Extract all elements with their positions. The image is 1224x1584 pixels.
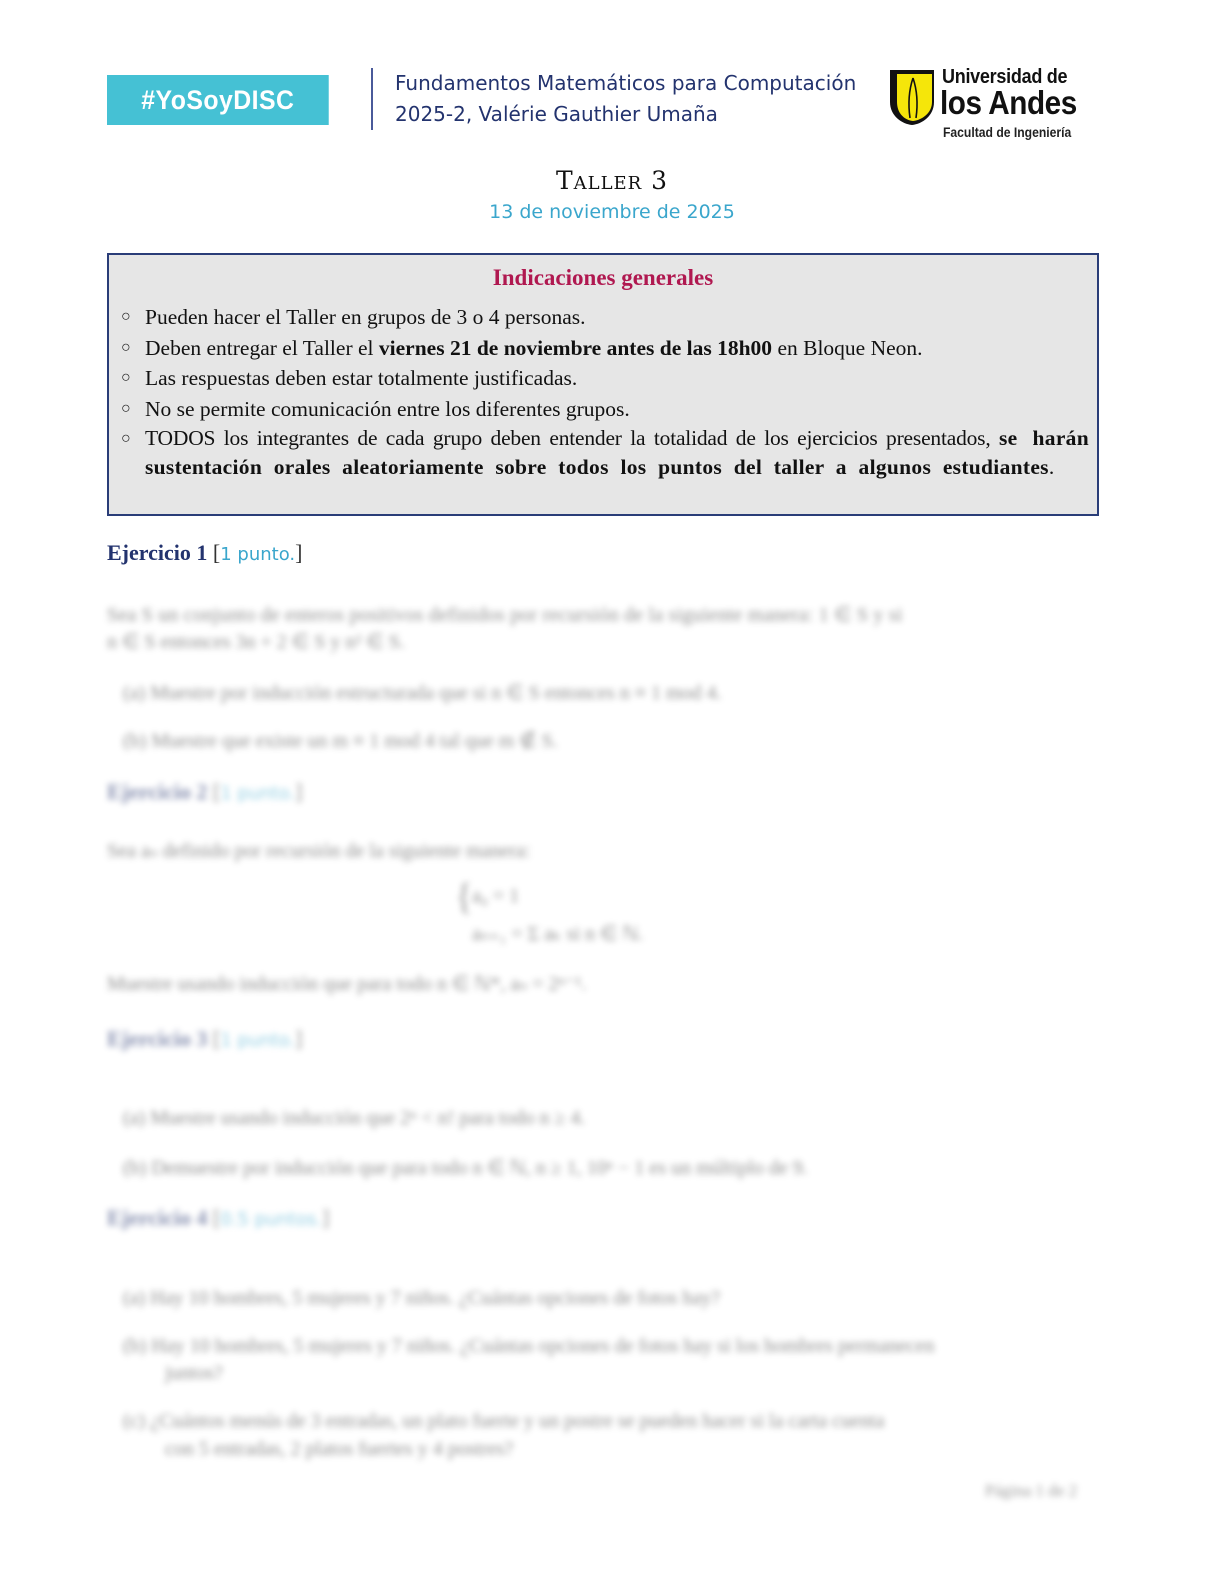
bullet-icon: ○ xyxy=(121,369,131,386)
course-info xyxy=(395,68,856,130)
indication-item: ○ Pueden hacer el Taller en grupos de 3 o 4 personas. xyxy=(121,302,1089,333)
document-title: Taller 3 xyxy=(555,166,669,195)
exercise-text-line: a₀ = 1 xyxy=(472,885,520,907)
exercise-text-line: (a) Hay 10 hombres, 5 mujeres y 7 niños. ¿Cuántas opciones de fotos hay? xyxy=(123,1287,721,1309)
exercise-2-heading: Ejercicio 2 [1 punto.] xyxy=(107,779,303,804)
exercise-points: 1 punto. xyxy=(220,783,296,804)
header-divider xyxy=(371,68,373,130)
document-date: 13 de noviembre de 2025 xyxy=(489,201,735,223)
exercise-text-line: (b) Demuestre por inducción que para todo n ∈ ℕ, n ≥ 1, 10ⁿ − 1 es un múltiplo de 9. xyxy=(123,1157,808,1179)
exercise-text-line: (b) Muestre que existe un m ≡ 1 mod 4 tal que m ∉ S. xyxy=(123,730,558,752)
bullet-icon: ○ xyxy=(121,308,131,325)
shield-icon xyxy=(888,68,936,126)
exercise-text-line: Sea S un conjunto de enteros positivos definidos por recursión de la siguiente manera: 1 ∈ S y si xyxy=(107,604,903,626)
bracket-close: ] xyxy=(295,540,303,565)
exercise-text-line: (b) Hay 10 hombres, 5 mujeres y 7 niños. ¿Cuántas opciones de fotos hay si los hombres permanecen xyxy=(123,1335,935,1357)
indication-item: ○ Deben entregar el Taller el viernes 21 de noviembre antes de las 18h00 en Bloque Neon. xyxy=(121,333,1089,364)
exercise-text-line: (a) Muestre usando inducción que 2ⁿ < n! para todo n ≥ 4. xyxy=(123,1107,586,1129)
university-name-line2: los Andes xyxy=(940,84,1077,121)
hashtag-text: #YoSoyDISC xyxy=(141,84,295,115)
exercise-text-line: Sea aₙ definido por recursión de la siguiente manera: xyxy=(107,840,531,862)
course-term-instructor: 2025-2, Valérie Gauthier Umaña xyxy=(395,102,718,126)
bullet-icon: ○ xyxy=(121,338,131,356)
page-header xyxy=(0,0,1224,150)
indications-list xyxy=(121,302,1089,482)
exercise-4-heading: Ejercicio 4 [0.5 puntos.] xyxy=(107,1205,330,1230)
exercise-text-line: n ∈ S entonces 3n + 2 ∈ S y n² ∈ S. xyxy=(107,631,405,653)
exercise-text-line: juntos? xyxy=(165,1362,223,1384)
exercise-text-line: con 5 entradas, 2 platos fuertes y 4 postres? xyxy=(165,1438,514,1460)
indication-item: ○ TODOS los integrantes de cada grupo deben entender la totalidad de los ejercicios presentados, se harán sustentación orales aleatoriamente sobre todos los puntos del taller a algunos estudiantes. xyxy=(121,426,1089,479)
bracket-open: [ xyxy=(212,1026,221,1051)
page-number: Página 1 de 2 xyxy=(985,1481,1078,1500)
deadline-text: viernes 21 de noviembre antes de las 18h00 xyxy=(378,335,773,360)
exercise-points: 0.5 puntos. xyxy=(220,1209,322,1230)
bullet-icon: ○ xyxy=(121,399,131,417)
indication-item: ○ Las respuestas deben estar totalmente justificadas. xyxy=(121,363,1089,394)
faculty-name: Facultad de Ingeniería xyxy=(943,125,1072,140)
exercise-text-line: Muestre usando inducción que para todo n ∈ ℕ*, aₙ = 2ⁿ⁻¹. xyxy=(107,973,587,995)
university-name-line1: Universidad de xyxy=(942,66,1068,88)
bracket-open: [ xyxy=(212,779,221,804)
bullet-icon: ○ xyxy=(121,430,131,447)
exercise-points: 1 punto. xyxy=(220,1030,296,1051)
exercise-text-line: aₙ₊₁ = Σ aₖ si n ∈ ℕ. xyxy=(472,923,644,945)
bracket-open: [ xyxy=(212,1205,221,1230)
exercise-text-line: (a) Muestre por inducción estructurada que si n ∈ S entonces n ≡ 1 mod 4. xyxy=(123,682,722,704)
indication-item: ○ No se permite comunicación entre los diferentes grupos. xyxy=(121,394,1089,425)
university-logo xyxy=(888,66,1088,146)
general-indications-box xyxy=(107,253,1099,516)
indications-title: Indicaciones generales xyxy=(492,265,714,290)
brace-symbol: { xyxy=(455,876,474,918)
bracket-close: ] xyxy=(295,1026,303,1051)
exercise-points: 1 punto. xyxy=(220,544,296,565)
exercise-text-line: (c) ¿Cuántos menús de 3 entradas, un plato fuerte y un postre se pueden hacer si la carta cuenta xyxy=(123,1410,885,1432)
course-name: Fundamentos Matemáticos para Computación xyxy=(395,71,857,95)
hashtag-badge xyxy=(107,75,329,125)
exercise-3-heading: Ejercicio 3 [1 punto.] xyxy=(107,1026,303,1051)
exercise-1-heading: Ejercicio 1 [1 punto.] xyxy=(107,540,303,565)
bracket-open: [ xyxy=(212,540,221,565)
bracket-close: ] xyxy=(295,779,303,804)
bracket-close: ] xyxy=(321,1205,330,1230)
oral-exam-notice: se harán sustentación orales aleatoriamente sobre todos los puntos del taller a algunos estudiantes xyxy=(145,426,1089,479)
